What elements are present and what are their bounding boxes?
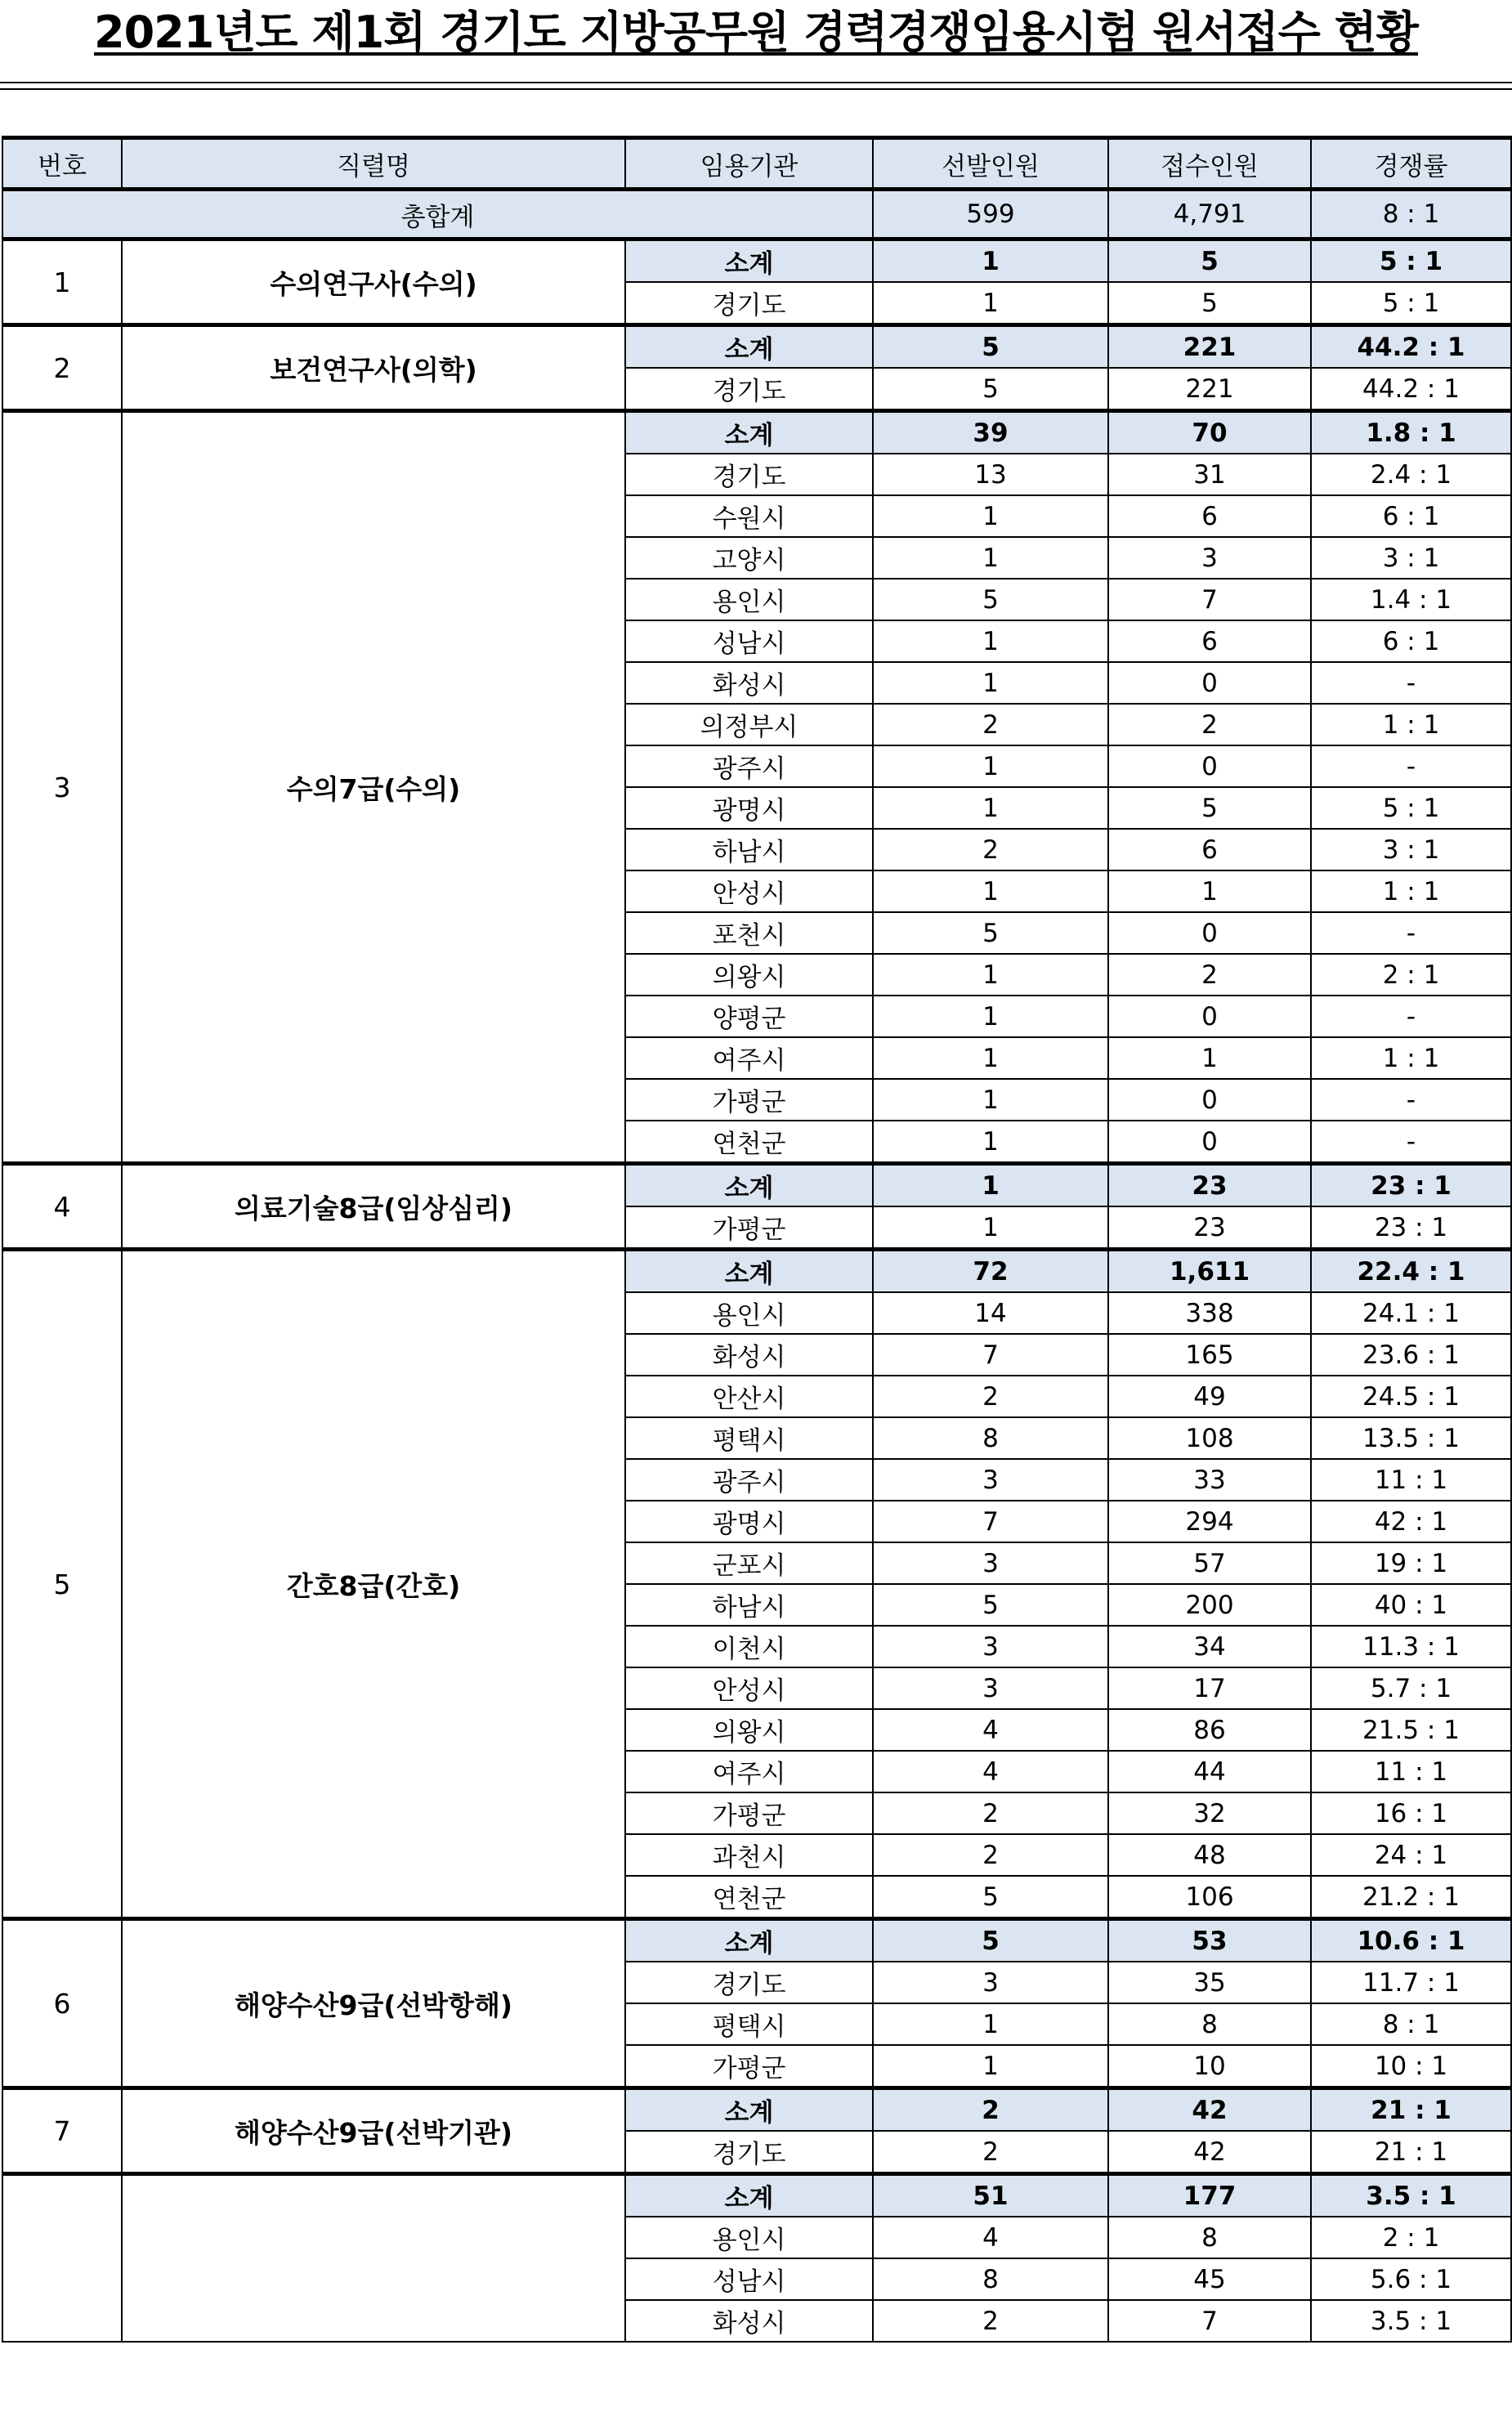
- header-number: 번호: [2, 138, 122, 190]
- agency-cell: 평택시: [625, 1417, 873, 1459]
- selected-cell: 3: [873, 1459, 1108, 1501]
- group-number: 3: [2, 411, 122, 1164]
- header-applied: 접수인원: [1108, 138, 1311, 190]
- applied-cell: 35: [1108, 1962, 1311, 2003]
- selected-cell: 4: [873, 2217, 1108, 2258]
- ratio-cell: 19 : 1: [1311, 1542, 1511, 1584]
- applied-cell: 0: [1108, 912, 1311, 954]
- applied-cell: 10: [1108, 2045, 1311, 2088]
- selected-cell: 1: [873, 787, 1108, 829]
- ratio-cell: 3.5 : 1: [1311, 2174, 1511, 2217]
- applied-cell: 7: [1108, 2300, 1311, 2342]
- header-agency: 임용기관: [625, 138, 873, 190]
- ratio-cell: 1 : 1: [1311, 1037, 1511, 1079]
- applied-cell: 1,611: [1108, 1250, 1311, 1293]
- title-divider-bottom: [0, 88, 1512, 90]
- agency-cell: 소계: [625, 1164, 873, 1207]
- total-row: [2, 190, 1511, 239]
- selected-cell: 5: [873, 912, 1108, 954]
- selected-cell: 5: [873, 1876, 1108, 1919]
- header-ratio: 경쟁률: [1311, 138, 1511, 190]
- applied-cell: 45: [1108, 2258, 1311, 2300]
- selected-cell: 8: [873, 1417, 1108, 1459]
- applied-cell: 42: [1108, 2088, 1311, 2132]
- ratio-cell: -: [1311, 996, 1511, 1037]
- ratio-cell: 1.4 : 1: [1311, 579, 1511, 620]
- ratio-cell: 23 : 1: [1311, 1206, 1511, 1250]
- ratio-cell: -: [1311, 1121, 1511, 1164]
- agency-cell: 연천군: [625, 1121, 873, 1164]
- applied-cell: 48: [1108, 1834, 1311, 1876]
- agency-cell: 화성시: [625, 1334, 873, 1376]
- agency-cell: 과천시: [625, 1834, 873, 1876]
- agency-cell: 광주시: [625, 745, 873, 787]
- selected-cell: 4: [873, 1709, 1108, 1751]
- ratio-cell: 2.4 : 1: [1311, 454, 1511, 495]
- header-job-series: 직렬명: [122, 138, 625, 190]
- selected-cell: 1: [873, 2045, 1108, 2088]
- ratio-cell: 11 : 1: [1311, 1459, 1511, 1501]
- selected-cell: 51: [873, 2174, 1108, 2217]
- selected-cell: 2: [873, 2131, 1108, 2174]
- agency-cell: 고양시: [625, 537, 873, 579]
- header-selected: 선발인원: [873, 138, 1108, 190]
- agency-cell: 소계: [625, 2174, 873, 2217]
- applied-cell: 177: [1108, 2174, 1311, 2217]
- selected-cell: 1: [873, 1164, 1108, 1207]
- ratio-cell: 10 : 1: [1311, 2045, 1511, 2088]
- job-series-name: 보건연구사(의학): [122, 325, 625, 411]
- table-header-row: [2, 138, 1511, 190]
- agency-cell: 안산시: [625, 1376, 873, 1417]
- ratio-cell: -: [1311, 745, 1511, 787]
- ratio-cell: 5 : 1: [1311, 239, 1511, 283]
- selected-cell: 3: [873, 1962, 1108, 2003]
- agency-cell: 군포시: [625, 1542, 873, 1584]
- agency-cell: 화성시: [625, 662, 873, 704]
- applied-cell: 221: [1108, 368, 1311, 411]
- applied-cell: 0: [1108, 996, 1311, 1037]
- selected-cell: 5: [873, 368, 1108, 411]
- applied-cell: 0: [1108, 1079, 1311, 1121]
- job-series-name: 해양수산9급(선박항해): [122, 1919, 625, 2088]
- ratio-cell: 1 : 1: [1311, 704, 1511, 745]
- group-number: 1: [2, 239, 122, 325]
- ratio-cell: 5.7 : 1: [1311, 1667, 1511, 1709]
- selected-cell: 1: [873, 537, 1108, 579]
- agency-cell: 경기도: [625, 2131, 873, 2174]
- applied-cell: 1: [1108, 870, 1311, 912]
- applied-cell: 200: [1108, 1584, 1311, 1626]
- group-number: 5: [2, 1250, 122, 1919]
- subtotal-row: [2, 2174, 1511, 2217]
- group-number: 6: [2, 1919, 122, 2088]
- selected-cell: 13: [873, 454, 1108, 495]
- agency-cell: 성남시: [625, 2258, 873, 2300]
- selected-cell: 4: [873, 1751, 1108, 1792]
- ratio-cell: 11.3 : 1: [1311, 1626, 1511, 1667]
- agency-cell: 화성시: [625, 2300, 873, 2342]
- agency-cell: 가평군: [625, 2045, 873, 2088]
- job-series-name: 수의연구사(수의): [122, 239, 625, 325]
- applied-cell: 6: [1108, 620, 1311, 662]
- selected-cell: 1: [873, 1037, 1108, 1079]
- applied-cell: 17: [1108, 1667, 1311, 1709]
- subtotal-row: [2, 239, 1511, 283]
- ratio-cell: -: [1311, 662, 1511, 704]
- applied-cell: 108: [1108, 1417, 1311, 1459]
- applied-cell: 32: [1108, 1792, 1311, 1834]
- ratio-cell: 11.7 : 1: [1311, 1962, 1511, 2003]
- applied-cell: 0: [1108, 662, 1311, 704]
- agency-cell: 여주시: [625, 1751, 873, 1792]
- ratio-cell: 13.5 : 1: [1311, 1417, 1511, 1459]
- agency-cell: 여주시: [625, 1037, 873, 1079]
- agency-cell: 포천시: [625, 912, 873, 954]
- job-series-name: 의료기술8급(임상심리): [122, 1164, 625, 1250]
- total-applied: 4,791: [1108, 190, 1311, 239]
- job-series-name: 수의7급(수의): [122, 411, 625, 1164]
- selected-cell: 7: [873, 1334, 1108, 1376]
- applied-cell: 5: [1108, 787, 1311, 829]
- selected-cell: 8: [873, 2258, 1108, 2300]
- ratio-cell: 21.2 : 1: [1311, 1876, 1511, 1919]
- selected-cell: 1: [873, 1079, 1108, 1121]
- group-number: 7: [2, 2088, 122, 2174]
- ratio-cell: 24.1 : 1: [1311, 1292, 1511, 1334]
- agency-cell: 안성시: [625, 1667, 873, 1709]
- selected-cell: 1: [873, 620, 1108, 662]
- subtotal-row: [2, 411, 1511, 454]
- ratio-cell: -: [1311, 912, 1511, 954]
- applied-cell: 165: [1108, 1334, 1311, 1376]
- applied-cell: 57: [1108, 1542, 1311, 1584]
- agency-cell: 경기도: [625, 454, 873, 495]
- applied-cell: 0: [1108, 1121, 1311, 1164]
- ratio-cell: 5 : 1: [1311, 787, 1511, 829]
- agency-cell: 수원시: [625, 495, 873, 537]
- agency-cell: 의왕시: [625, 954, 873, 996]
- ratio-cell: -: [1311, 1079, 1511, 1121]
- ratio-cell: 5 : 1: [1311, 282, 1511, 325]
- selected-cell: 39: [873, 411, 1108, 454]
- selected-cell: 2: [873, 1834, 1108, 1876]
- agency-cell: 안성시: [625, 870, 873, 912]
- job-series-name: 간호8급(간호): [122, 1250, 625, 1919]
- total-ratio: 8 : 1: [1311, 190, 1511, 239]
- selected-cell: 1: [873, 495, 1108, 537]
- agency-cell: 양평군: [625, 996, 873, 1037]
- ratio-cell: 10.6 : 1: [1311, 1919, 1511, 1962]
- agency-cell: 소계: [625, 1250, 873, 1293]
- agency-cell: 경기도: [625, 368, 873, 411]
- applied-cell: 34: [1108, 1626, 1311, 1667]
- applied-cell: 44: [1108, 1751, 1311, 1792]
- ratio-cell: 21 : 1: [1311, 2131, 1511, 2174]
- total-selected: 599: [873, 190, 1108, 239]
- selected-cell: 2: [873, 2088, 1108, 2132]
- applied-cell: 106: [1108, 1876, 1311, 1919]
- job-series-name: [122, 2174, 625, 2343]
- selected-cell: 3: [873, 1626, 1108, 1667]
- selected-cell: 5: [873, 579, 1108, 620]
- selected-cell: 1: [873, 662, 1108, 704]
- selected-cell: 5: [873, 1919, 1108, 1962]
- selected-cell: 2: [873, 704, 1108, 745]
- selected-cell: 1: [873, 282, 1108, 325]
- applied-cell: 33: [1108, 1459, 1311, 1501]
- ratio-cell: 3 : 1: [1311, 829, 1511, 870]
- applied-cell: 49: [1108, 1376, 1311, 1417]
- agency-cell: 경기도: [625, 282, 873, 325]
- agency-cell: 경기도: [625, 1962, 873, 2003]
- ratio-cell: 23 : 1: [1311, 1164, 1511, 1207]
- applied-cell: 42: [1108, 2131, 1311, 2174]
- selected-cell: 2: [873, 1792, 1108, 1834]
- agency-cell: 용인시: [625, 579, 873, 620]
- subtotal-row: [2, 325, 1511, 369]
- selected-cell: 5: [873, 325, 1108, 369]
- selected-cell: 72: [873, 1250, 1108, 1293]
- applied-cell: 31: [1108, 454, 1311, 495]
- agency-cell: 의왕시: [625, 1709, 873, 1751]
- selected-cell: 1: [873, 870, 1108, 912]
- agency-cell: 소계: [625, 1919, 873, 1962]
- agency-cell: 가평군: [625, 1792, 873, 1834]
- applied-cell: 8: [1108, 2003, 1311, 2045]
- selected-cell: 1: [873, 996, 1108, 1037]
- applied-cell: 5: [1108, 282, 1311, 325]
- ratio-cell: 24.5 : 1: [1311, 1376, 1511, 1417]
- agency-cell: 하남시: [625, 829, 873, 870]
- ratio-cell: 44.2 : 1: [1311, 368, 1511, 411]
- applied-cell: 53: [1108, 1919, 1311, 1962]
- title-divider-top: [0, 82, 1512, 83]
- agency-cell: 평택시: [625, 2003, 873, 2045]
- applied-cell: 2: [1108, 704, 1311, 745]
- agency-cell: 하남시: [625, 1584, 873, 1626]
- applied-cell: 338: [1108, 1292, 1311, 1334]
- ratio-cell: 6 : 1: [1311, 495, 1511, 537]
- agency-cell: 소계: [625, 239, 873, 283]
- applied-cell: 70: [1108, 411, 1311, 454]
- agency-cell: 광주시: [625, 1459, 873, 1501]
- agency-cell: 성남시: [625, 620, 873, 662]
- agency-cell: 광명시: [625, 1501, 873, 1542]
- selected-cell: 1: [873, 1206, 1108, 1250]
- applied-cell: 0: [1108, 745, 1311, 787]
- selected-cell: 7: [873, 1501, 1108, 1542]
- ratio-cell: 2 : 1: [1311, 2217, 1511, 2258]
- selected-cell: 1: [873, 954, 1108, 996]
- ratio-cell: 5.6 : 1: [1311, 2258, 1511, 2300]
- selected-cell: 5: [873, 1584, 1108, 1626]
- applied-cell: 6: [1108, 829, 1311, 870]
- ratio-cell: 2 : 1: [1311, 954, 1511, 996]
- ratio-cell: 21 : 1: [1311, 2088, 1511, 2132]
- ratio-cell: 40 : 1: [1311, 1584, 1511, 1626]
- applied-cell: 1: [1108, 1037, 1311, 1079]
- applied-cell: 3: [1108, 537, 1311, 579]
- applied-cell: 23: [1108, 1164, 1311, 1207]
- subtotal-row: [2, 1164, 1511, 1207]
- applied-cell: 86: [1108, 1709, 1311, 1751]
- ratio-cell: 16 : 1: [1311, 1792, 1511, 1834]
- ratio-cell: 6 : 1: [1311, 620, 1511, 662]
- agency-cell: 용인시: [625, 2217, 873, 2258]
- ratio-cell: 1 : 1: [1311, 870, 1511, 912]
- page-title: 2021년도 제1회 경기도 지방공무원 경력경쟁임용시험 원서접수 현황: [94, 7, 1418, 58]
- subtotal-row: [2, 1919, 1511, 1962]
- ratio-cell: 8 : 1: [1311, 2003, 1511, 2045]
- ratio-cell: 3 : 1: [1311, 537, 1511, 579]
- subtotal-row: [2, 1250, 1511, 1293]
- group-number: 2: [2, 325, 122, 411]
- applications-table: [2, 136, 1512, 2343]
- group-number: [2, 2174, 122, 2343]
- selected-cell: 3: [873, 1542, 1108, 1584]
- applied-cell: 221: [1108, 325, 1311, 369]
- agency-cell: 용인시: [625, 1292, 873, 1334]
- applied-cell: 8: [1108, 2217, 1311, 2258]
- selected-cell: 1: [873, 239, 1108, 283]
- ratio-cell: 3.5 : 1: [1311, 2300, 1511, 2342]
- agency-cell: 이천시: [625, 1626, 873, 1667]
- applied-cell: 294: [1108, 1501, 1311, 1542]
- ratio-cell: 24 : 1: [1311, 1834, 1511, 1876]
- applied-cell: 2: [1108, 954, 1311, 996]
- applied-cell: 7: [1108, 579, 1311, 620]
- agency-cell: 소계: [625, 411, 873, 454]
- selected-cell: 2: [873, 1376, 1108, 1417]
- selected-cell: 3: [873, 1667, 1108, 1709]
- ratio-cell: 21.5 : 1: [1311, 1709, 1511, 1751]
- applied-cell: 23: [1108, 1206, 1311, 1250]
- agency-cell: 의정부시: [625, 704, 873, 745]
- job-series-name: 해양수산9급(선박기관): [122, 2088, 625, 2174]
- selected-cell: 14: [873, 1292, 1108, 1334]
- ratio-cell: 22.4 : 1: [1311, 1250, 1511, 1293]
- selected-cell: 1: [873, 2003, 1108, 2045]
- selected-cell: 2: [873, 829, 1108, 870]
- agency-cell: 연천군: [625, 1876, 873, 1919]
- ratio-cell: 23.6 : 1: [1311, 1334, 1511, 1376]
- selected-cell: 2: [873, 2300, 1108, 2342]
- ratio-cell: 44.2 : 1: [1311, 325, 1511, 369]
- subtotal-row: [2, 2088, 1511, 2132]
- agency-cell: 가평군: [625, 1079, 873, 1121]
- ratio-cell: 11 : 1: [1311, 1751, 1511, 1792]
- selected-cell: 1: [873, 745, 1108, 787]
- group-number: 4: [2, 1164, 122, 1250]
- ratio-cell: 1.8 : 1: [1311, 411, 1511, 454]
- ratio-cell: 42 : 1: [1311, 1501, 1511, 1542]
- applied-cell: 6: [1108, 495, 1311, 537]
- applied-cell: 5: [1108, 239, 1311, 283]
- agency-cell: 소계: [625, 2088, 873, 2132]
- agency-cell: 광명시: [625, 787, 873, 829]
- agency-cell: 가평군: [625, 1206, 873, 1250]
- total-label: 총합계: [2, 190, 873, 239]
- agency-cell: 소계: [625, 325, 873, 369]
- selected-cell: 1: [873, 1121, 1108, 1164]
